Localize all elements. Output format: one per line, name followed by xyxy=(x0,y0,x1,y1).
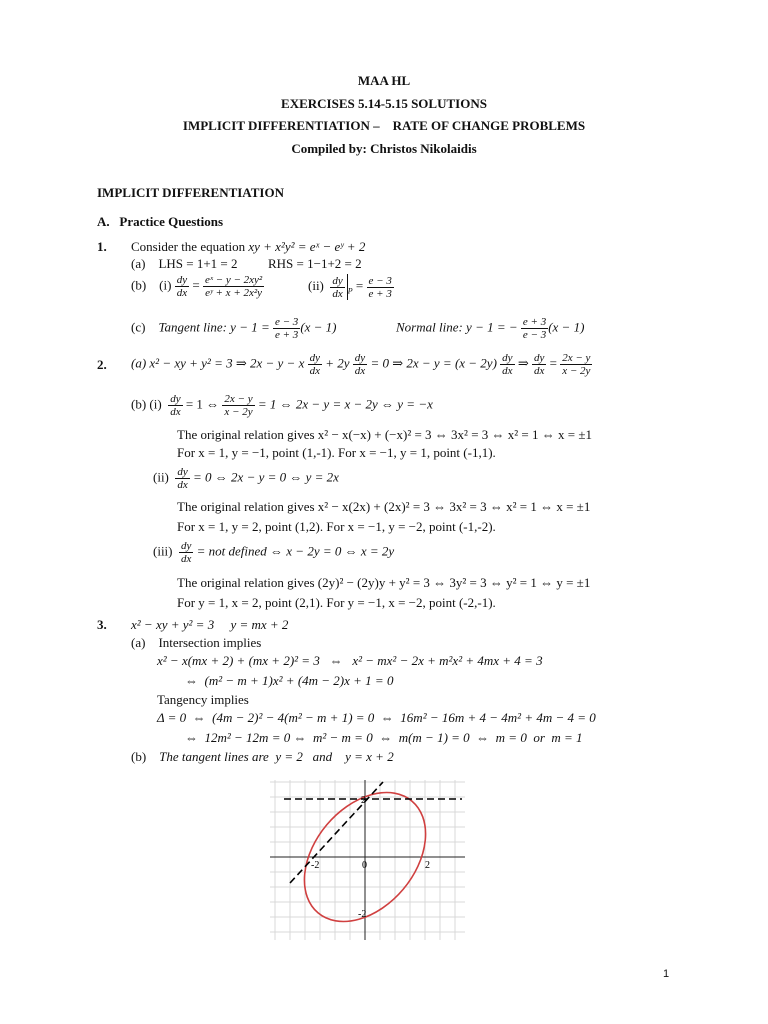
q3-part-b: (b) The tangent lines are y = 2 and y = x + 2 xyxy=(131,749,394,764)
topic-title: IMPLICIT DIFFERENTIATION – RATE OF CHANGE PROBLEMS xyxy=(182,118,586,133)
q2-part-b-ii: (ii) $\frac{dy}{dx}$ = 0 ⇔ 2x − y = 0 ⇔ y = 2x xyxy=(153,466,339,491)
tick-label-y-top: 2 xyxy=(361,795,366,806)
tick-label-origin: 0 xyxy=(362,860,367,871)
q3-a-line2: x² − x(mx + 2) + (mx + 2)² = 3 ⇔ x² − mx² − 2x + m²x² + 4mx + 4 = 3 xyxy=(157,653,543,668)
question-number-3: 3. xyxy=(97,617,107,632)
page-number: 1 xyxy=(663,968,670,980)
tick-label-x-left: -2 xyxy=(311,860,320,871)
q2-b-ii-line2: The original relation gives x² − x(2x) + (2x)² = 3 ⇔ 3x² = 3 ⇔ x² = 1 ⇔ x = ±1 xyxy=(177,499,591,514)
q2-part-b-iii: (iii) $\frac{dy}{dx}$ = not defined ⇔ x − 2y = 0 ⇔ x = 2y xyxy=(153,540,395,565)
q1-normal-line: Normal line: y − 1 = − $\frac{e + 3}{e - 3}$ (x − 1) xyxy=(396,316,585,341)
q1-part-b: (b) (i) $\frac{dy}{dx}$ = $\frac{\text{eˣ − y − 2xy²}}{\text{eʸ + x + 2x²y}}$ xyxy=(131,274,263,299)
question-number-1: 1. xyxy=(97,239,107,254)
q3-a-line5: Δ = 0 ⇔ (4m − 2)² − 4(m² − m + 1) = 0 ⇔ 16m² − 16m + 4 − 4m² + 4m − 4 = 0 xyxy=(157,710,596,725)
q1-part-c: (c) Tangent line: y − 1 = $\frac{e - 3}{e + 3}$ (x − 1) xyxy=(131,316,337,341)
q1-part-b-ii: (ii) $\frac{dy}{dx}$ $_P$ = $\frac{e - 3}{e + 3}$ xyxy=(308,274,392,300)
section-title: IMPLICIT DIFFERENTIATION xyxy=(97,185,284,200)
q1-statement: Consider the equation xy + x²y² = eˣ − eʸ + 2 xyxy=(131,239,366,254)
q3-a-line4: Tangency implies xyxy=(157,692,249,707)
tick-label-x-right: 2 xyxy=(425,860,430,871)
question-number-2: 2. xyxy=(97,357,107,372)
q1-part-a-rhs: RHS = 1−1+2 = 2 xyxy=(268,256,362,271)
q2-b-iii-line3: For y = 1, x = 2, point (2,1). For y = −1, x = −2, point (-2,-1). xyxy=(177,595,496,610)
q2-b-iii-line2: The original relation gives (2y)² − (2y)y + y² = 3 ⇔ 3y² = 3 ⇔ y² = 1 ⇔ y = ±1 xyxy=(177,575,591,590)
q2-b-i-line2: The original relation gives x² − x(−x) + (−x)² = 3 ⇔ 3x² = 3 ⇔ x² = 1 ⇔ x = ±1 xyxy=(177,427,592,442)
q3-a-line3: ⇔ (m² − m + 1)x² + (4m − 2)x + 1 = 0 xyxy=(185,673,394,688)
course-title: MAA HL xyxy=(357,73,411,88)
q3-a-line6: ⇔ 12m² − 12m = 0 ⇔ m² − m = 0 ⇔ m(m − 1) = 0 ⇔ m = 0 or m = 1 xyxy=(185,730,583,745)
q1-part-a: (a) LHS = 1+1 = 2 xyxy=(131,256,238,271)
q2-part-b-i: (b) (i) $\frac{dy}{dx}$ = 1 ⇔ $\frac{2x - y}{x - 2y}$ = 1 ⇔ 2x − y = x − 2y ⇔ y = −x xyxy=(131,393,433,418)
q2-b-i-line3: For x = 1, y = −1, point (1,-1). For x = −1, y = 1, point (-1,1). xyxy=(177,445,496,460)
tick-label-y-bottom: -2 xyxy=(358,909,367,920)
q2-b-ii-line3: For x = 1, y = 2, point (1,2). For x = −1, y = −2, point (-1,-2). xyxy=(177,519,496,534)
section-subtitle: A. Practice Questions xyxy=(97,214,224,229)
q2-part-a: (a) x² − xy + y² = 3 ⇒ 2x − y − x $\frac{dy}{dx}$ + 2y $\frac{dy}{dx}$ = 0 ⇒ 2x − y = (x − 2y) $\frac{dy}{dx}$ ⇒ $\frac{dy}{dx}$ = $\frac{2x - y}{x - 2y}$ xyxy=(131,352,591,377)
author-line: Compiled by: Christos Nikolaidis xyxy=(291,141,477,156)
q3-statement: x² − xy + y² = 3 y = mx + 2 xyxy=(131,617,289,632)
q3-part-a-label: (a) Intersection implies xyxy=(131,635,262,650)
exercises-title: EXERCISES 5.14-5.15 SOLUTIONS xyxy=(281,96,487,111)
tangent-graph xyxy=(270,780,465,940)
